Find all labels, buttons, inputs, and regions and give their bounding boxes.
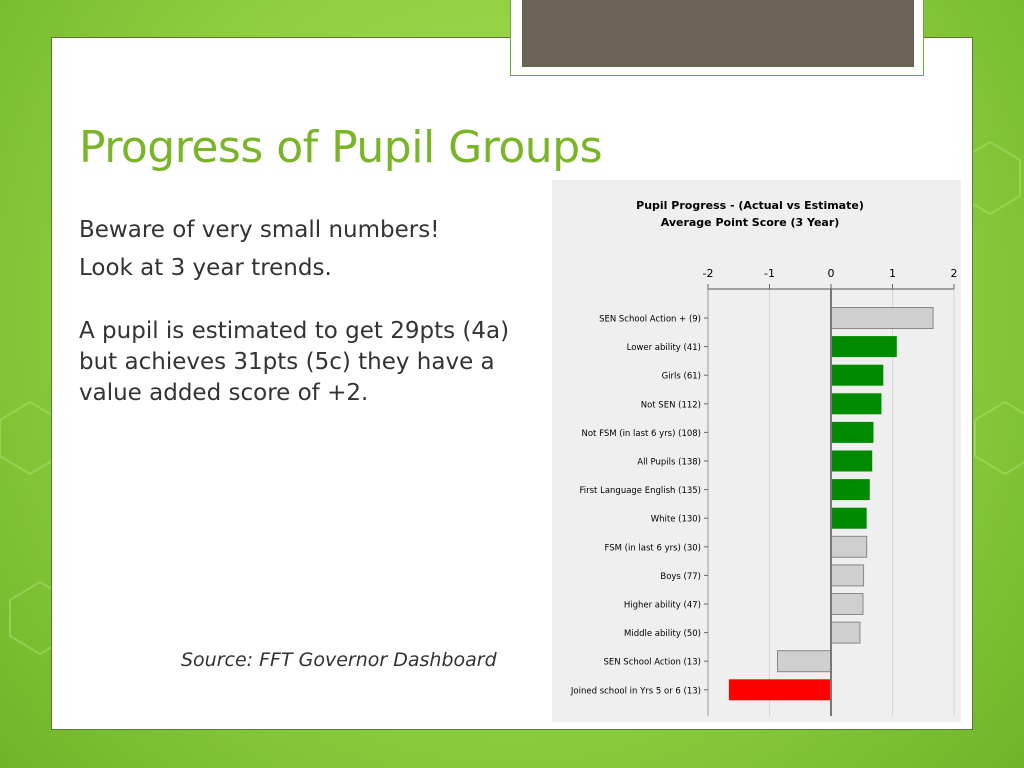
bar-13 <box>729 679 831 700</box>
category-label-4: Not FSM (in last 6 yrs) (108) <box>581 428 701 439</box>
bar-3 <box>831 393 881 414</box>
body-paragraph-3: A pupil is estimated to get 29pts (4a) but achieves 31pts (5c) they have a value added score of +2. <box>79 318 510 406</box>
x-tick-label-1: -1 <box>764 267 775 280</box>
chart-title: Pupil Progress - (Actual vs Estimate) <box>636 199 864 212</box>
category-label-10: Higher ability (47) <box>623 600 701 611</box>
x-tick-label-2: 0 <box>827 267 835 280</box>
slide-body <box>79 214 549 415</box>
bar-4 <box>831 422 873 443</box>
bar-12 <box>777 651 831 672</box>
category-label-5: All Pupils (138) <box>637 457 701 468</box>
slide-title: Progress of Pupil Groups <box>79 122 603 173</box>
bar-8 <box>831 536 867 557</box>
bar-2 <box>831 365 883 386</box>
x-tick-label-0: -2 <box>702 267 714 280</box>
category-label-13: Joined school in Yrs 5 or 6 (13) <box>570 686 701 697</box>
bar-7 <box>831 508 867 529</box>
chart-panel <box>552 180 961 722</box>
chart-subtitle: Average Point Score (3 Year) <box>660 216 840 229</box>
category-label-7: White (130) <box>650 514 701 525</box>
bar-11 <box>831 622 860 643</box>
category-label-11: Middle ability (50) <box>624 629 701 640</box>
source-caption: Source: FFT Governor Dashboard <box>181 649 497 671</box>
category-label-9: Boys (77) <box>660 571 701 582</box>
bar-0 <box>831 308 933 329</box>
bar-5 <box>831 451 872 472</box>
bar-10 <box>831 594 863 615</box>
category-label-2: Girls (61) <box>661 371 701 382</box>
pupil-progress-chart <box>552 180 961 722</box>
x-tick-label-4: 2 <box>950 267 958 280</box>
body-paragraph-2: Look at 3 year trends. <box>79 255 332 281</box>
category-label-12: SEN School Action (13) <box>603 657 701 668</box>
bar-1 <box>831 336 897 357</box>
category-label-6: First Language English (135) <box>579 486 701 497</box>
bar-6 <box>831 479 870 500</box>
category-label-8: FSM (in last 6 yrs) (30) <box>604 543 701 554</box>
body-paragraph-1: Beware of very small numbers! <box>79 217 440 243</box>
bar-9 <box>831 565 864 586</box>
x-tick-label-3: 1 <box>889 267 896 280</box>
category-label-0: SEN School Action + (9) <box>599 314 701 325</box>
category-label-3: Not SEN (112) <box>640 400 701 411</box>
header-tab <box>522 0 914 67</box>
category-label-1: Lower ability (41) <box>626 343 701 354</box>
